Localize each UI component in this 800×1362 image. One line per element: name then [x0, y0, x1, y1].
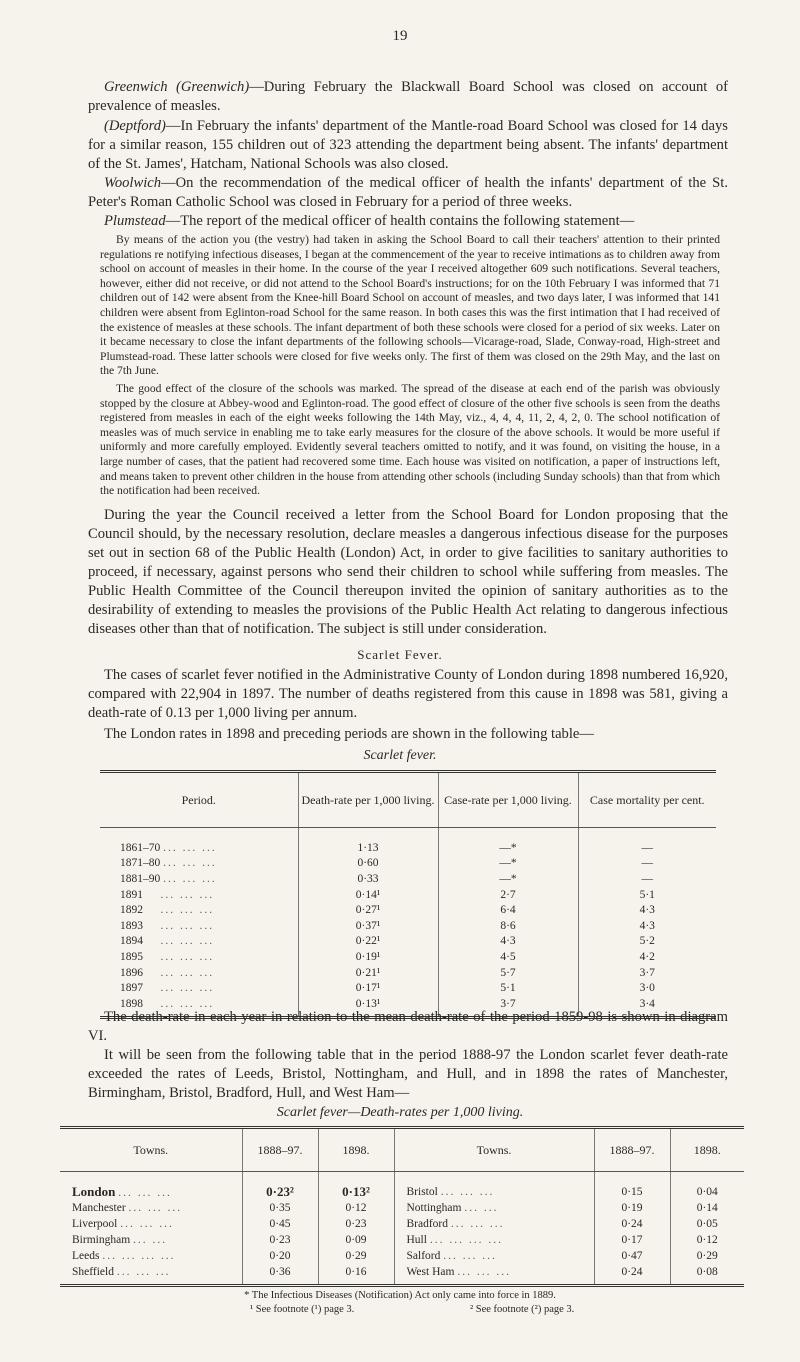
scarlet-paragraph-2: The London rates in 1898 and preceding periods are shown in the following table—: [104, 726, 594, 742]
case-rate-cell: —*: [438, 871, 578, 887]
rate-1888-97-cell: 0·23²: [242, 1184, 318, 1200]
case-mortality-cell: 3·7: [578, 965, 716, 981]
table1-header-case-mortality: Case mortality per cent.: [578, 772, 716, 828]
rate-1888-97-cell: 0·47: [594, 1248, 670, 1264]
table-row: 1892 ... ... ... 0·27¹ 6·4 4·3: [100, 902, 716, 918]
plumstead-quote-2: The good effect of the closure of the schools was marked. The spread of the disease at each end of the parish was obviously stopped by the closure at Abbey-wood and Eglinton-road. The good effect of closure of the other five schools is seen from the deaths registered from measles in each of the eight weeks following the 14th May, viz., 4, 4, 4, 11, 2, 4, 2, 0. The school notification of measles was of much service in enabling me to take early measures for the closure of the above schools. It would be more useful if uniformly and more carefully employed. Evidently several teachers omitted to notify, and it was found, on visiting the house, in a large number of cases, that the patient had recovered some time. Each house was visited on notification, a paper of instructions left, and means taken to prevent other children in the house from attending other schools (including Sunday schools) than that from which the notification had been received.: [100, 382, 720, 498]
rate-1888-97-cell: 0·19: [594, 1200, 670, 1216]
case-mortality-cell: 3·0: [578, 980, 716, 996]
rate-1898-cell: 0·12: [670, 1232, 744, 1248]
death-rate-cell: 0·22¹: [298, 934, 438, 950]
table-row: Leeds ... ... ... ... 0·20 0·29 Salford ... ... ... 0·47 0·29: [60, 1248, 744, 1264]
death-rate-cell: 0·17¹: [298, 980, 438, 996]
case-mortality-cell: 5·2: [578, 934, 716, 950]
case-rate-cell: 6·4: [438, 902, 578, 918]
plumstead-paragraph: [88, 212, 728, 231]
rate-1888-97-cell: 0·24: [594, 1216, 670, 1232]
table1-header-case-rate: Case-rate per 1,000 living.: [438, 772, 578, 828]
rate-1898-cell: 0·08: [670, 1264, 744, 1286]
rate-1898-cell: 0·13²: [318, 1184, 394, 1200]
after-table1-paragraph-2: It will be seen from the following table that in the period 1888-97 the London scarlet fever death-rate exceeded the rates of Leeds, Bristol, Nottingham, and Hull, and in 1898 the rates of Manchester, Birmingham, Bristol, Bradford, Hull, and West Ham—: [88, 1047, 728, 1101]
death-rate-cell: 0·19¹: [298, 949, 438, 965]
footnote-two: ² See footnote (²) page 3.: [470, 1304, 575, 1315]
period-cell: 1897: [120, 982, 143, 995]
period-cell: 1871–80: [120, 857, 161, 870]
woolwich-paragraph: [88, 174, 728, 212]
table2-header-1888-97-2: 1888–97.: [594, 1128, 670, 1172]
case-mortality-cell: 5·1: [578, 887, 716, 903]
table2-header-1898-2: 1898.: [670, 1128, 744, 1172]
town-cell: Hull: [406, 1234, 427, 1246]
table2-header-1888-97: 1888–97.: [242, 1128, 318, 1172]
period-cell: 1891: [120, 888, 143, 901]
table1-header-row: [100, 772, 716, 828]
footnote-one: ¹ See footnote (¹) page 3.: [250, 1304, 355, 1315]
rate-1888-97-cell: 0·35: [242, 1200, 318, 1216]
period-cell: 1893: [120, 919, 143, 932]
table-row: 1896 ... ... ... 0·21¹ 5·7 3·7: [100, 965, 716, 981]
woolwich-label: Woolwich: [104, 175, 162, 191]
after-table1-paragraph-1: The death-rate in each year in relation to the mean death-rate of the period 1859-98 is shown in diagram VI.: [88, 1009, 728, 1044]
table2-header-1898: 1898.: [318, 1128, 394, 1172]
table2-caption: Scarlet fever—Death-rates per 1,000 living.: [276, 1105, 524, 1120]
period-cell: 1861–70: [120, 841, 161, 854]
case-mortality-cell: 4·3: [578, 902, 716, 918]
town-cell: Bristol: [406, 1186, 438, 1198]
case-mortality-cell: —: [578, 871, 716, 887]
deptford-paragraph: [88, 117, 728, 174]
deptford-label: (Deptford): [104, 118, 166, 134]
period-cell: 1881–90: [120, 872, 161, 885]
table-row: 1871–80 ... ... ... 0·60 —* —: [100, 856, 716, 872]
table2-header-towns: Towns.: [60, 1128, 242, 1172]
woolwich-text: —On the recommendation of the medical officer of health the infants' department of the St. Peter's Roman Catholic School was closed in February for a period of three weeks.: [88, 175, 728, 210]
case-rate-cell: —*: [438, 840, 578, 856]
scarlet-paragraph-1: The cases of scarlet fever notified in the Administrative County of London during 1898 numbered 16,920, compared with 22,904 in 1897. The number of deaths registered from this cause in 1898 was 581, giving a death-rate of 0.13 per 1,000 living per annum.: [88, 667, 728, 721]
rate-1898-cell: 0·29: [670, 1248, 744, 1264]
period-cell: 1896: [120, 966, 143, 979]
period-cell: 1892: [120, 904, 143, 917]
table1-header-death-rate: Death-rate per 1,000 living.: [298, 772, 438, 828]
case-mortality-cell: —: [578, 856, 716, 872]
table-row: 1894 ... ... ... 0·22¹ 4·3 5·2: [100, 934, 716, 950]
death-rate-cell: 0·14¹: [298, 887, 438, 903]
page-number: 19: [392, 28, 408, 44]
scarlet-fever-rates-table: [100, 770, 716, 1019]
table-row: Liverpool ... ... ... 0·45 0·23 Bradford ... ... ... 0·24 0·05: [60, 1216, 744, 1232]
table-row: 1881–90 ... ... ... 0·33 —* —: [100, 871, 716, 887]
case-rate-cell: —*: [438, 856, 578, 872]
town-cell: Nottingham: [406, 1202, 462, 1214]
rate-1888-97-cell: 0·23: [242, 1232, 318, 1248]
footnote-star: * The Infectious Diseases (Notification) Act only came into force in 1889.: [244, 1290, 556, 1301]
death-rate-cell: 1·13: [298, 840, 438, 856]
rate-1898-cell: 0·16: [318, 1264, 394, 1286]
council-paragraph: During the year the Council received a letter from the School Board for London proposing that the Council should, by the necessary resolution, declare measles a dangerous infectious disease for the purposes set out in section 68 of the Public Health (London) Act, in order to give facilities to sanitary authorities to proceed, if necessary, against persons who send their children to school while suffering from measles. The Public Health Committee of the Council thereupon invited the opinion of sanitary authorities as to the desirability of extending to measles the provisions of the Public Health Act relating to dangerous infectious diseases other than that of notification. The subject is still under consideration.: [88, 507, 728, 637]
rate-1898-cell: 0·23: [318, 1216, 394, 1232]
deptford-text: —In February the infants' department of the Mantle-road Board School was closed for 14 days for a similar reason, 155 children out of 323 attending the department being absent. The infants' department of the St. James', Hatcham, National Schools was also closed.: [88, 118, 728, 172]
plumstead-label: Plumstead: [104, 213, 166, 229]
case-mortality-cell: 4·2: [578, 949, 716, 965]
case-rate-cell: 2·7: [438, 887, 578, 903]
greenwich-label: Greenwich (Greenwich): [104, 79, 250, 95]
table-row: 1891 ... ... ... 0·14¹ 2·7 5·1: [100, 887, 716, 903]
death-rate-cell: 0·37¹: [298, 918, 438, 934]
rate-1898-cell: 0·29: [318, 1248, 394, 1264]
section-heading-scarlet-fever: Scarlet Fever.: [357, 647, 443, 662]
death-rate-cell: 0·33: [298, 871, 438, 887]
scarlet-fever-towns-table: [60, 1126, 744, 1287]
rate-1888-97-cell: 0·45: [242, 1216, 318, 1232]
table-row: 1895 ... ... ... 0·19¹ 4·5 4·2: [100, 949, 716, 965]
table1-header-period: Period.: [100, 772, 298, 828]
rate-1898-cell: 0·05: [670, 1216, 744, 1232]
table-row: 1893 ... ... ... 0·37¹ 8·6 4·3: [100, 918, 716, 934]
table-row: Sheffield ... ... ... 0·36 0·16 West Ham ... ... ... 0·24 0·08: [60, 1264, 744, 1286]
rate-1888-97-cell: 0·17: [594, 1232, 670, 1248]
table-row: 1861–70 ... ... ... 1·13 —* —: [100, 840, 716, 856]
period-cell: 1898: [120, 997, 143, 1010]
rate-1888-97-cell: 0·20: [242, 1248, 318, 1264]
case-mortality-cell: —: [578, 840, 716, 856]
rate-1898-cell: 0·14: [670, 1200, 744, 1216]
town-cell: Manchester: [72, 1202, 126, 1214]
greenwich-text: —During February the Blackwall Board School was closed on account of prevalence of measles.: [88, 79, 728, 114]
table1-caption: Scarlet fever.: [363, 748, 437, 763]
town-cell: West Ham: [406, 1266, 455, 1278]
rate-1888-97-cell: 0·15: [594, 1184, 670, 1200]
table2-header-towns-2: Towns.: [394, 1128, 594, 1172]
period-cell: 1895: [120, 950, 143, 963]
table-row: 1897 ... ... ... 0·17¹ 5·1 3·0: [100, 980, 716, 996]
case-rate-cell: 8·6: [438, 918, 578, 934]
case-rate-cell: 4·3: [438, 934, 578, 950]
town-cell: Leeds: [72, 1250, 100, 1262]
case-mortality-cell: 4·3: [578, 918, 716, 934]
table-row: London ... ... ... 0·23² 0·13² Bristol ... ... ... 0·15 0·04: [60, 1184, 744, 1200]
plumstead-text: —The report of the medical officer of health contains the following statement—: [165, 213, 635, 229]
death-rate-cell: 0·21¹: [298, 965, 438, 981]
death-rate-cell: 0·60: [298, 856, 438, 872]
rate-1898-cell: 0·12: [318, 1200, 394, 1216]
town-cell: Sheffield: [72, 1266, 114, 1278]
period-cell: 1894: [120, 935, 143, 948]
case-rate-cell: 4·5: [438, 949, 578, 965]
town-cell: London: [72, 1184, 116, 1199]
plumstead-quote-1: By means of the action you (the vestry) had taken in asking the School Board to call their teachers' attention to their printed regulations re notifying infectious diseases, I began at the commencement of the year to receive intimations as to children away from school on account of measles in their home. In the course of the year I received altogether 609 such notifications. Several teachers, however, either did not receive, or did not attend to the School Board's instructions; for on the 10th February I was informed that 71 children out of 142 were absent from the Knee-hill Board School on account of measles, and two days later, I was informed that 141 children were absent from Eglinton-road School for the same reason. In both cases this was the first intimation that I had received of the existence of measles at these schools. The infant department of both these schools were closed for a period of six weeks. Later on it became necessary to close the infant departments of the following schools—Vicarage-road, Slade, Conway-road, High-street and Plumstead-road. These latter schools were closed for five weeks only. The first of them was closed on the 29th May, and the last on the 7th June.: [100, 233, 720, 378]
table-row: 1898 ... ... ... 0·13¹ 3·7 3·4: [100, 996, 716, 1017]
death-rate-cell: 0·13¹: [298, 996, 438, 1017]
town-cell: Birmingham: [72, 1234, 131, 1246]
case-mortality-cell: 3·4: [578, 996, 716, 1017]
town-cell: Bradford: [406, 1218, 449, 1230]
rate-1898-cell: 0·09: [318, 1232, 394, 1248]
rate-1888-97-cell: 0·24: [594, 1264, 670, 1286]
table-row: Manchester ... ... ... 0·35 0·12 Nottingham ... ... 0·19 0·14: [60, 1200, 744, 1216]
rate-1888-97-cell: 0·36: [242, 1264, 318, 1286]
town-cell: Salford: [406, 1250, 441, 1262]
table2-header-row: [60, 1128, 744, 1172]
greenwich-paragraph: [88, 78, 728, 116]
rate-1898-cell: 0·04: [670, 1184, 744, 1200]
town-cell: Liverpool: [72, 1218, 118, 1230]
case-rate-cell: 5·1: [438, 980, 578, 996]
death-rate-cell: 0·27¹: [298, 902, 438, 918]
table-row: Birmingham ... ... 0·23 0·09 Hull ... ... ... ... 0·17 0·12: [60, 1232, 744, 1248]
case-rate-cell: 3·7: [438, 996, 578, 1017]
case-rate-cell: 5·7: [438, 965, 578, 981]
